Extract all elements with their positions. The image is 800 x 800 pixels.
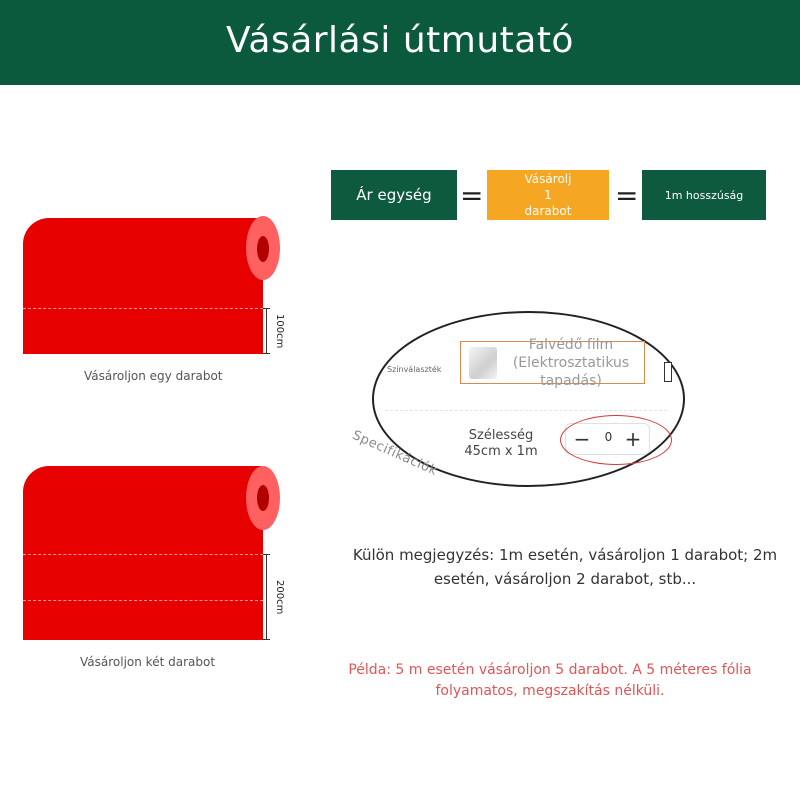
unit-price-label: Ár egység	[356, 186, 432, 204]
dimension-tick	[263, 639, 270, 640]
product-line2: (Elektrosztatikus	[512, 355, 630, 371]
product-option[interactable]	[460, 337, 645, 389]
decrement-button[interactable]: −	[573, 427, 591, 451]
color-options-label: Színválaszték	[387, 365, 442, 374]
divider	[385, 410, 667, 411]
equals-sign: =	[460, 179, 484, 212]
width-label-line1: Szélesség	[468, 428, 534, 443]
length-label: 1m hosszúság	[664, 188, 744, 202]
product-line1: Falvédő film	[528, 337, 614, 353]
length-box	[642, 170, 766, 220]
dimension-label: 100cm	[274, 314, 285, 349]
example-note: Példa: 5 m esetén vásároljon 5 darabot. A 5 méteres fólia folyamatos, megszakítás nélküli.	[348, 662, 752, 699]
dimension-line	[266, 308, 267, 354]
width-label	[462, 428, 540, 460]
roll-body	[23, 466, 263, 640]
page-title: Vásárlási útmutató	[226, 20, 574, 61]
buy-one-line1: Vásárolj	[524, 172, 572, 186]
header-banner	[0, 0, 800, 85]
unit-price-box	[331, 170, 457, 220]
product-option-label	[501, 336, 641, 390]
buy-one-line3: darabot	[524, 204, 572, 218]
next-option-edge	[664, 362, 672, 382]
quantity-value[interactable]: 0	[604, 430, 613, 444]
buy-one-box	[487, 170, 609, 220]
dimension-tick	[263, 308, 270, 309]
dimension-line	[266, 554, 267, 640]
roll-caption: Vásároljon egy darabot	[84, 369, 223, 383]
cut-line	[23, 554, 263, 555]
roll-caption: Vásároljon két darabot	[80, 655, 216, 669]
dimension-label: 200cm	[274, 580, 285, 615]
product-line3: tapadás)	[540, 373, 602, 389]
dimension-tick	[263, 554, 270, 555]
cut-line	[23, 308, 263, 309]
film-roll-thumbnail	[469, 347, 497, 379]
roll-body	[23, 218, 263, 354]
increment-button[interactable]: +	[624, 427, 642, 451]
equals-sign: =	[615, 179, 639, 212]
width-label-line2: 45cm x 1m	[464, 444, 538, 459]
specifications-caption: Specifikációk	[349, 428, 440, 479]
roll-core	[257, 485, 269, 511]
roll-core	[257, 236, 269, 262]
stepper-highlight-ellipse	[560, 415, 672, 465]
dimension-tick	[263, 353, 270, 354]
buy-one-line2: 1	[544, 188, 552, 202]
cut-line	[23, 600, 263, 601]
special-note: Külön megjegyzés: 1m esetén, vásároljon 1 darabot; 2m esetén, vásároljon 2 darabot, stb...	[352, 546, 778, 588]
